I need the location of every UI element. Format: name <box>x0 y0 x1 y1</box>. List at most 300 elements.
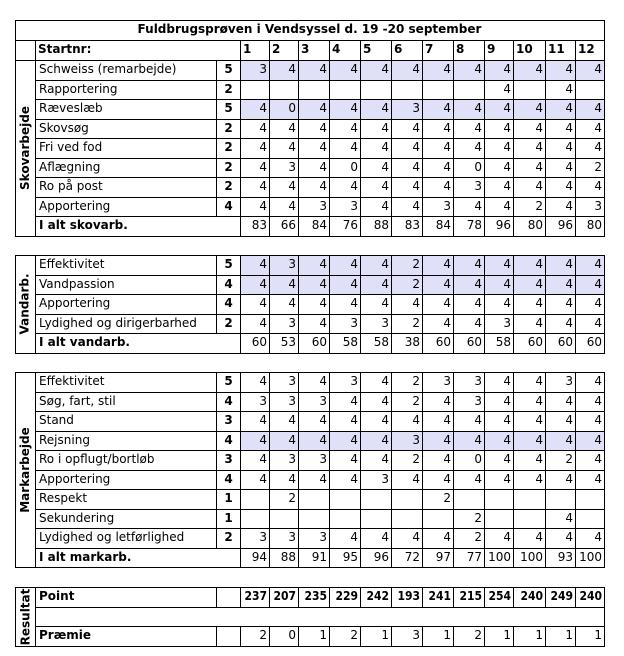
point-cell: 240 <box>520 589 543 603</box>
score-cell: 4 <box>535 471 543 486</box>
score-cell: 3 <box>350 374 358 388</box>
rule <box>35 314 605 315</box>
rule <box>35 489 605 490</box>
criterion-label: Fri ved fod <box>39 140 103 154</box>
score-cell: 4 <box>594 393 602 408</box>
score-cell: 4 <box>350 432 358 447</box>
rule <box>35 80 605 81</box>
score-cell: 4 <box>350 296 358 310</box>
score-cell: 4 <box>288 198 296 213</box>
criterion-label: Respekt <box>39 491 88 505</box>
criterion-weight: 4 <box>224 198 233 213</box>
startnr-9: 9 <box>487 42 496 56</box>
score-cell: 4 <box>259 432 267 447</box>
score-cell: 3 <box>381 315 389 330</box>
score-cell: 4 <box>565 120 573 135</box>
section-total-cell: 95 <box>342 549 358 564</box>
rule <box>15 236 36 237</box>
score-cell: 4 <box>259 276 267 291</box>
section-side-label-text: Skovarbejde <box>18 105 33 190</box>
score-cell: 4 <box>474 315 482 330</box>
rule <box>35 372 36 568</box>
rule <box>240 372 241 568</box>
score-cell: 4 <box>443 257 451 271</box>
rule <box>360 40 361 61</box>
score-cell: 4 <box>443 140 451 154</box>
rule <box>35 528 605 529</box>
section-total-cell: 94 <box>251 549 267 564</box>
score-cell: 4 <box>565 510 573 525</box>
score-cell: 4 <box>565 471 573 486</box>
score-cell: 4 <box>565 62 573 76</box>
score-cell: 4 <box>503 81 511 96</box>
rule <box>484 60 485 237</box>
score-cell: 4 <box>565 432 573 447</box>
section-total-cell: 91 <box>311 549 327 564</box>
score-cell: 4 <box>319 413 327 427</box>
score-cell <box>392 489 422 509</box>
section-total-label: I alt vandarb. <box>39 335 130 349</box>
criterion-label: Skovsøg <box>39 120 89 135</box>
score-cell: 4 <box>503 159 511 174</box>
rule <box>298 255 299 354</box>
score-cell: 4 <box>443 101 451 115</box>
score-cell: 4 <box>288 62 296 76</box>
startnr-10: 10 <box>516 42 533 56</box>
score-cell: 4 <box>288 179 296 193</box>
startnr-2: 2 <box>272 42 281 56</box>
result-side-label-text: Resultat <box>18 588 32 645</box>
score-cell: 4 <box>259 159 267 174</box>
criterion-weight: 3 <box>224 413 233 427</box>
rule <box>545 60 546 237</box>
score-cell: 4 <box>503 179 511 193</box>
rule <box>391 60 392 237</box>
score-cell: 4 <box>594 296 602 310</box>
score-cell: 4 <box>319 432 327 447</box>
score-cell: 4 <box>474 276 482 291</box>
praemie-cell: 3 <box>412 628 420 642</box>
rule <box>35 294 605 295</box>
criterion-weight: 4 <box>224 296 233 310</box>
criterion-weight: 5 <box>224 374 233 388</box>
rule <box>35 255 36 354</box>
score-cell: 4 <box>503 432 511 447</box>
score-cell: 4 <box>412 471 420 486</box>
section-side-label-text: Vandarb. <box>18 273 32 335</box>
score-cell: 4 <box>381 374 389 388</box>
criterion-label: Søg, fart, stil <box>39 393 116 408</box>
score-cell: 4 <box>350 120 358 135</box>
rule <box>15 567 36 568</box>
score-cell: 4 <box>350 257 358 271</box>
score-cell: 4 <box>350 62 358 76</box>
sheet-title: Fuldbrugsprøven i Vendsyssel d. 19 -20 september <box>137 22 482 36</box>
section-total-cell: 100 <box>520 549 543 564</box>
startnr-5: 5 <box>363 42 372 56</box>
score-cell: 3 <box>259 62 267 76</box>
score-cell: 4 <box>503 471 511 486</box>
score-cell: 4 <box>535 276 543 291</box>
score-cell <box>299 80 329 100</box>
score-cell: 4 <box>259 179 267 193</box>
score-cell: 4 <box>594 452 602 466</box>
score-cell: 4 <box>412 62 420 76</box>
rule <box>453 60 454 237</box>
section-total-cell: 93 <box>557 549 573 564</box>
score-cell: 2 <box>594 159 602 174</box>
rule <box>484 255 485 354</box>
score-cell: 4 <box>474 296 482 310</box>
score-cell: 4 <box>594 432 602 447</box>
score-cell: 4 <box>594 471 602 486</box>
rule <box>35 60 605 61</box>
rule <box>35 567 605 568</box>
rule <box>604 372 605 568</box>
section-total-cell: 53 <box>280 335 296 349</box>
rule <box>35 236 605 237</box>
point-cell: 254 <box>488 589 511 603</box>
score-cell: 4 <box>381 530 389 544</box>
point-cell: 237 <box>244 589 267 603</box>
rule <box>269 40 270 61</box>
score-cell <box>485 489 513 509</box>
praemie-label: Præmie <box>39 628 92 642</box>
section-total-cell: 84 <box>435 218 451 232</box>
score-cell: 4 <box>594 101 602 115</box>
score-cell: 3 <box>381 471 389 486</box>
score-cell <box>485 509 513 529</box>
score-cell: 4 <box>594 120 602 135</box>
section-side-label <box>15 60 35 236</box>
section-total-cell: 88 <box>373 218 389 232</box>
score-cell: 4 <box>319 159 327 174</box>
criterion-weight: 5 <box>224 101 233 115</box>
score-cell: 4 <box>565 315 573 330</box>
praemie-cell: 1 <box>535 628 543 642</box>
rule <box>35 177 605 178</box>
score-cell: 4 <box>319 257 327 271</box>
rule <box>15 646 605 647</box>
score-cell: 4 <box>594 276 602 291</box>
score-cell: 4 <box>474 432 482 447</box>
score-cell: 4 <box>350 413 358 427</box>
section-total-cell: 60 <box>466 335 482 349</box>
score-cell: 4 <box>259 296 267 310</box>
section-total-cell: 97 <box>435 549 451 564</box>
criterion-label: Apportering <box>39 198 111 213</box>
score-cell: 3 <box>288 393 296 408</box>
criterion-weight: 1 <box>224 510 233 525</box>
score-cell: 4 <box>565 257 573 271</box>
score-cell <box>361 509 391 529</box>
score-cell: 4 <box>535 257 543 271</box>
score-cell: 4 <box>503 62 511 76</box>
section-total-cell: 58 <box>342 335 358 349</box>
rule <box>35 607 605 608</box>
score-cell: 4 <box>288 276 296 291</box>
score-cell: 4 <box>412 140 420 154</box>
rule <box>422 372 423 568</box>
score-cell: 0 <box>350 159 358 174</box>
rule <box>513 255 514 354</box>
score-cell: 4 <box>381 179 389 193</box>
score-cell: 4 <box>412 198 420 213</box>
point-cell: 229 <box>335 589 358 603</box>
section-total-cell: 58 <box>373 335 389 349</box>
section-total-cell: 100 <box>579 549 602 564</box>
praemie-cell: 1 <box>319 628 327 642</box>
score-cell: 3 <box>288 159 296 174</box>
rule <box>35 372 605 373</box>
score-cell: 4 <box>474 471 482 486</box>
rule <box>216 587 217 608</box>
section-total-cell: 60 <box>311 335 327 349</box>
criterion-label: Ræveslæb <box>39 101 103 115</box>
praemie-cell: 2 <box>350 628 358 642</box>
score-cell: 3 <box>288 530 296 544</box>
section-total-cell: 60 <box>435 335 451 349</box>
score-cell: 4 <box>565 393 573 408</box>
startnr-1: 1 <box>243 42 252 56</box>
score-cell: 3 <box>443 198 451 213</box>
score-cell: 4 <box>319 296 327 310</box>
rule <box>484 40 485 61</box>
rule <box>422 255 423 354</box>
rule <box>575 255 576 354</box>
startnr-4: 4 <box>332 42 341 56</box>
section-total-cell: 60 <box>251 335 267 349</box>
rule <box>15 20 605 21</box>
score-cell: 4 <box>381 101 389 115</box>
score-cell: 4 <box>319 101 327 115</box>
section-total-cell: 84 <box>311 218 327 232</box>
section-total-cell: 80 <box>586 218 602 232</box>
score-cell: 4 <box>288 413 296 427</box>
section-total-cell: 58 <box>495 335 511 349</box>
score-cell: 4 <box>319 374 327 388</box>
score-cell: 4 <box>474 101 482 115</box>
score-cell: 4 <box>443 159 451 174</box>
score-cell: 4 <box>350 393 358 408</box>
criterion-weight: 4 <box>224 276 233 291</box>
score-cell: 4 <box>443 471 451 486</box>
score-cell: 4 <box>319 179 327 193</box>
score-cell <box>514 509 545 529</box>
criterion-weight: 2 <box>224 179 233 193</box>
rule <box>35 99 605 100</box>
criterion-label: Rejsning <box>39 432 90 447</box>
rule <box>216 60 217 217</box>
score-cell <box>576 509 604 529</box>
section-total-label: I alt markarb. <box>39 549 132 564</box>
score-cell: 4 <box>443 62 451 76</box>
score-cell: 3 <box>288 452 296 466</box>
section-total-cell: 72 <box>404 549 420 564</box>
rule <box>513 40 514 61</box>
score-cell: 4 <box>288 140 296 154</box>
score-cell: 4 <box>474 62 482 76</box>
score-cell <box>241 80 269 100</box>
criterion-weight: 2 <box>224 159 233 174</box>
score-cell: 4 <box>503 120 511 135</box>
score-cell: 2 <box>565 452 573 466</box>
startnr-3: 3 <box>301 42 310 56</box>
score-cell <box>392 509 422 529</box>
section-total-cell: 80 <box>527 218 543 232</box>
score-cell: 4 <box>503 393 511 408</box>
score-cell: 0 <box>288 101 296 115</box>
score-cell <box>546 489 575 509</box>
score-cell: 2 <box>474 510 482 525</box>
rule <box>575 40 576 61</box>
criterion-weight: 3 <box>224 452 233 466</box>
score-cell: 4 <box>565 159 573 174</box>
score-cell: 4 <box>259 257 267 271</box>
rule <box>329 40 330 61</box>
rule <box>391 372 392 568</box>
score-cell: 2 <box>412 452 420 466</box>
score-cell: 4 <box>503 140 511 154</box>
score-cell: 4 <box>535 530 543 544</box>
score-cell <box>270 80 298 100</box>
praemie-cell: 1 <box>503 628 511 642</box>
score-cell <box>576 80 604 100</box>
rule <box>453 40 454 61</box>
point-cell: 242 <box>366 589 389 603</box>
rule <box>453 255 454 354</box>
score-cell: 0 <box>474 452 482 466</box>
score-cell <box>514 80 545 100</box>
criterion-label: Stand <box>39 413 74 427</box>
score-cell: 4 <box>350 101 358 115</box>
score-cell: 4 <box>594 257 602 271</box>
score-cell: 4 <box>565 198 573 213</box>
rule <box>35 392 605 393</box>
score-cell: 4 <box>594 530 602 544</box>
score-cell: 4 <box>535 120 543 135</box>
score-cell: 3 <box>443 374 451 388</box>
praemie-cell: 1 <box>565 628 573 642</box>
score-cell: 2 <box>412 276 420 291</box>
section-total-cell: 77 <box>466 549 482 564</box>
score-cell: 4 <box>259 315 267 330</box>
score-cell: 4 <box>565 296 573 310</box>
criterion-weight: 2 <box>224 530 233 544</box>
criterion-label: Effektivitet <box>39 374 105 388</box>
criterion-label: Lydighed og letførlighed <box>39 530 185 544</box>
praemie-cell: 1 <box>594 628 602 642</box>
score-cell: 4 <box>535 452 543 466</box>
rule <box>604 255 605 354</box>
score-cell: 4 <box>503 413 511 427</box>
score-cell: 4 <box>319 62 327 76</box>
criterion-label: Apportering <box>39 296 111 310</box>
score-cell <box>241 489 269 509</box>
score-cell: 3 <box>319 393 327 408</box>
rule <box>298 40 299 61</box>
point-cell: 240 <box>579 589 602 603</box>
section-total-cell: 78 <box>466 218 482 232</box>
score-cell: 4 <box>350 276 358 291</box>
rule <box>513 60 514 237</box>
score-cell: 4 <box>565 530 573 544</box>
section-side-label <box>15 372 35 567</box>
score-cell: 3 <box>259 393 267 408</box>
score-cell: 4 <box>319 471 327 486</box>
rule <box>240 40 241 61</box>
score-cell: 4 <box>535 413 543 427</box>
rule <box>35 411 605 412</box>
rule <box>15 353 36 354</box>
score-cell: 4 <box>594 179 602 193</box>
score-cell: 4 <box>535 432 543 447</box>
score-cell <box>330 509 360 529</box>
rule <box>15 20 16 61</box>
rule <box>35 60 36 237</box>
criterion-weight: 1 <box>224 491 233 505</box>
rule <box>545 372 546 568</box>
section-total-cell: 60 <box>527 335 543 349</box>
score-cell: 4 <box>535 62 543 76</box>
criterion-weight: 2 <box>224 81 233 96</box>
rule <box>298 372 299 568</box>
score-cell: 4 <box>535 393 543 408</box>
rule <box>484 372 485 568</box>
score-cell: 4 <box>503 101 511 115</box>
criterion-label: Aflægning <box>39 159 101 174</box>
criterion-weight: 2 <box>224 120 233 135</box>
score-cell: 3 <box>259 530 267 544</box>
score-cell: 4 <box>443 393 451 408</box>
rule <box>35 353 605 354</box>
score-cell: 3 <box>288 374 296 388</box>
score-cell: 3 <box>474 374 482 388</box>
score-cell: 4 <box>288 432 296 447</box>
section-total-cell: 100 <box>488 549 511 564</box>
point-cell: 215 <box>459 589 482 603</box>
point-label: Point <box>39 589 75 603</box>
rule <box>329 60 330 237</box>
rule <box>604 587 605 647</box>
score-cell <box>299 489 329 509</box>
rule <box>360 372 361 568</box>
score-cell: 2 <box>412 393 420 408</box>
score-cell: 3 <box>412 101 420 115</box>
score-cell: 3 <box>412 432 420 447</box>
score-cell: 4 <box>535 159 543 174</box>
criterion-weight: 4 <box>224 432 233 447</box>
score-cell <box>330 489 360 509</box>
rule <box>545 40 546 61</box>
rule <box>35 509 605 510</box>
score-cell: 3 <box>594 198 602 213</box>
score-cell: 3 <box>565 374 573 388</box>
score-cell: 4 <box>381 198 389 213</box>
score-cell: 2 <box>443 491 451 505</box>
score-cell: 3 <box>350 198 358 213</box>
praemie-cell: 1 <box>443 628 451 642</box>
rule <box>35 255 605 256</box>
score-cell: 4 <box>288 296 296 310</box>
score-cell: 4 <box>381 257 389 271</box>
score-cell: 2 <box>412 315 420 330</box>
score-cell: 4 <box>259 198 267 213</box>
criterion-weight: 4 <box>224 471 233 486</box>
score-cell: 4 <box>381 140 389 154</box>
rule <box>513 372 514 568</box>
score-cell: 2 <box>412 374 420 388</box>
